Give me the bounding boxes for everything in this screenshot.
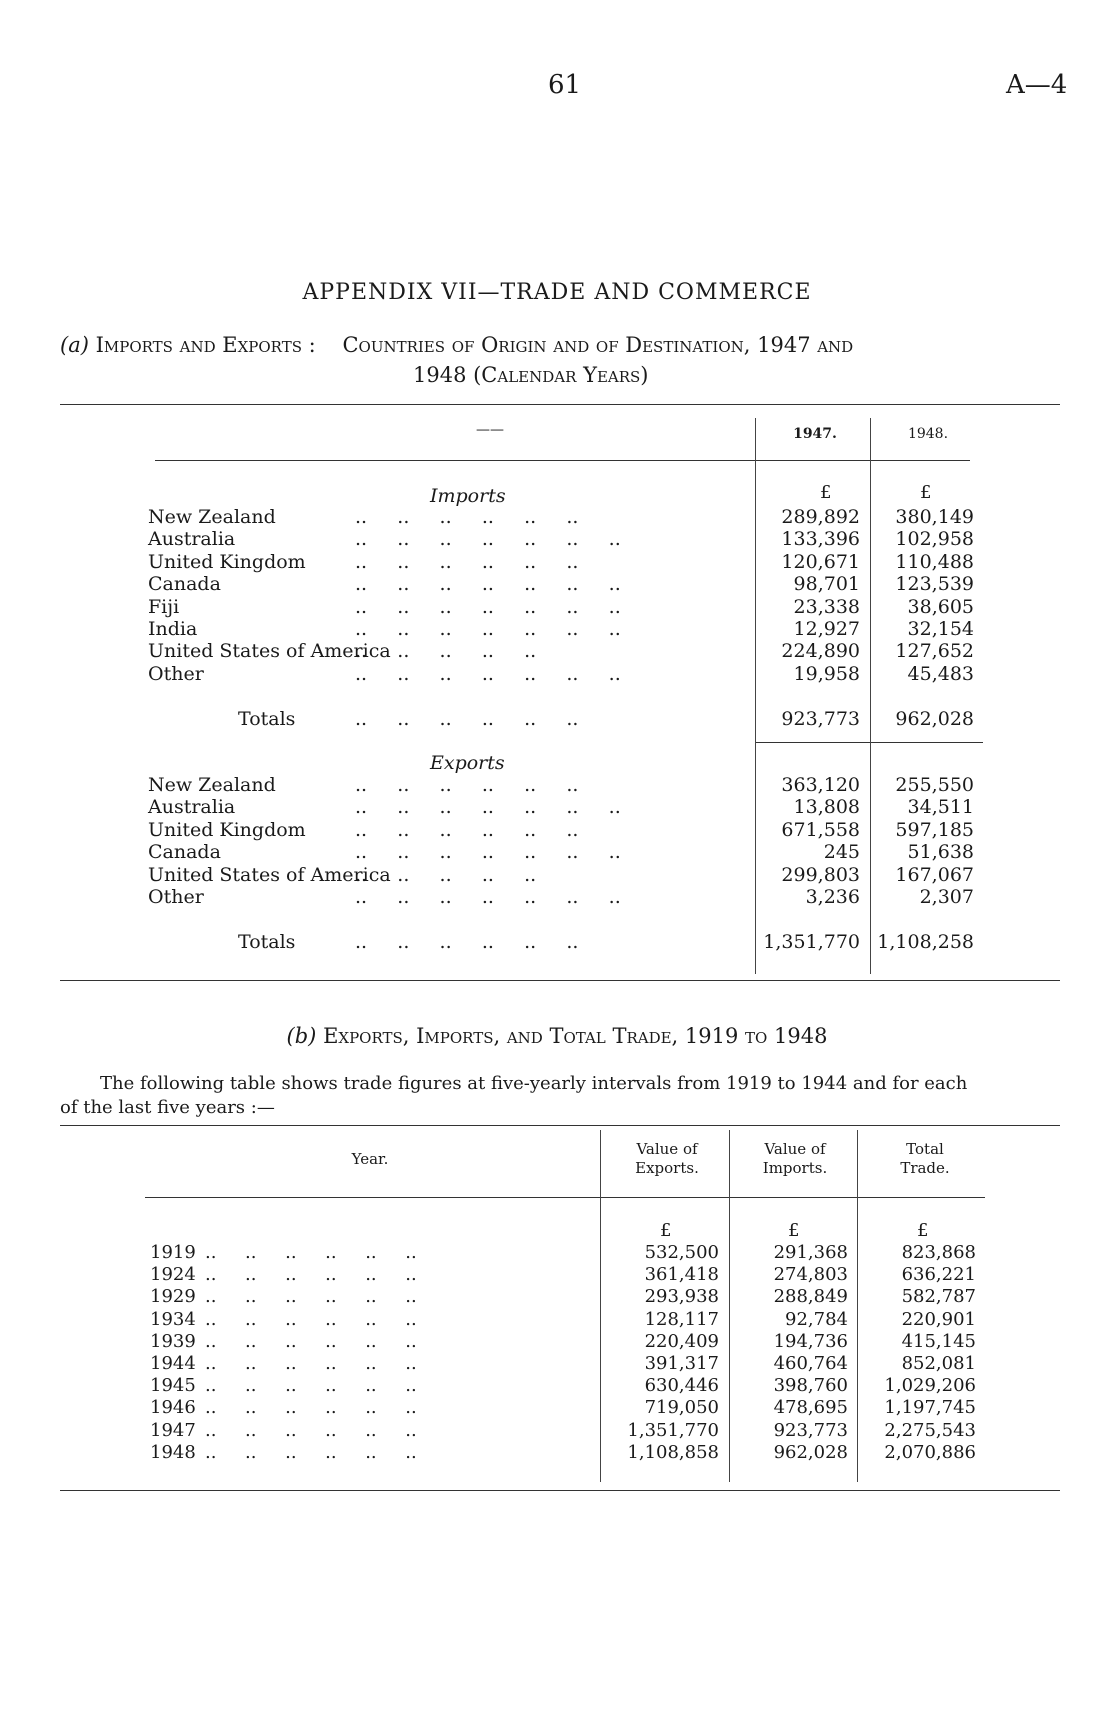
- trade-dots: .. .. .. .. .. ..: [205, 1286, 417, 1308]
- trade-row: [0, 1309, 1114, 1331]
- imports-dots: .. .. .. .. .. .. ..: [355, 573, 621, 596]
- trade-row: [0, 1420, 1114, 1442]
- section-b-label: (b): [286, 1024, 317, 1048]
- imports-country: New Zealand: [148, 506, 276, 528]
- imports-dots: .. .. .. .. .. .. ..: [355, 595, 621, 618]
- imports-v1947: 120,671: [781, 550, 860, 573]
- exports-country: Other: [148, 886, 204, 908]
- exports-totals-1948: 1,108,258: [877, 931, 974, 953]
- imports-dots: .. .. .. .. .. .. ..: [355, 618, 621, 640]
- trade-dots: .. .. .. .. .. ..: [205, 1419, 417, 1441]
- trade-year: 1929: [150, 1286, 196, 1308]
- imports-dots: .. .. .. .. .. .. ..: [355, 528, 621, 551]
- section-b-intro-line2: of the last five years :—: [60, 1097, 275, 1118]
- table-b-header-imports-l1: Value of: [764, 1140, 826, 1158]
- trade-imports: 288,849: [773, 1286, 848, 1308]
- table-b-header-year: Year.: [351, 1150, 389, 1168]
- exports-v1948: 597,185: [895, 818, 974, 841]
- trade-total: 415,145: [901, 1330, 976, 1352]
- exports-dots: .. .. .. .. ..: [355, 863, 537, 886]
- exports-row: [0, 774, 1114, 796]
- imports-dots: .. .. .. .. ..: [355, 640, 537, 663]
- trade-exports: 532,500: [644, 1242, 719, 1263]
- trade-row: [0, 1353, 1114, 1375]
- trade-exports: 1,351,770: [627, 1419, 719, 1441]
- trade-year: 1946: [150, 1397, 196, 1419]
- imports-v1948: 110,488: [895, 550, 974, 573]
- exports-country: United Kingdom: [148, 818, 306, 841]
- imports-country: India: [148, 618, 198, 640]
- trade-exports: 128,117: [644, 1308, 719, 1330]
- trade-row: [0, 1242, 1114, 1264]
- exports-dots: .. .. .. .. .. .. ..: [355, 886, 621, 908]
- exports-v1948: 2,307: [919, 886, 974, 908]
- page-reference: A—4: [1006, 70, 1068, 100]
- table-b-header-total: [870, 1140, 980, 1178]
- trade-row: [0, 1264, 1114, 1286]
- imports-dots: .. .. .. .. .. ..: [355, 506, 579, 528]
- imports-v1947: 224,890: [781, 640, 860, 663]
- trade-total: 1,197,745: [884, 1397, 976, 1419]
- trade-year: 1948: [150, 1441, 196, 1463]
- imports-totals-1948: 962,028: [895, 708, 974, 730]
- imports-row: [0, 573, 1114, 595]
- imports-v1948: 127,652: [895, 640, 974, 663]
- imports-v1948: 102,958: [895, 528, 974, 551]
- trade-exports: 361,418: [644, 1264, 719, 1286]
- trade-dots: .. .. .. .. .. ..: [205, 1353, 417, 1374]
- imports-country: United Kingdom: [148, 550, 306, 573]
- table-b-header-total-l2: Trade.: [900, 1159, 950, 1177]
- trade-imports: 92,784: [785, 1308, 848, 1330]
- imports-section-label: Imports: [430, 485, 506, 507]
- trade-imports: 478,695: [773, 1397, 848, 1419]
- exports-country: Australia: [148, 796, 236, 819]
- imports-totals-row: [0, 708, 1114, 730]
- table-b-header-exports-l2: Exports.: [635, 1159, 699, 1177]
- page-number: 61: [548, 70, 582, 100]
- trade-imports: 923,773: [773, 1419, 848, 1441]
- trade-exports: 630,446: [644, 1375, 719, 1397]
- exports-totals-1947: 1,351,770: [763, 931, 860, 953]
- imports-v1947: 23,338: [793, 595, 860, 618]
- trade-total: 2,070,886: [884, 1441, 976, 1463]
- imports-row: [0, 618, 1114, 640]
- exports-country: Canada: [148, 841, 221, 864]
- section-a-heading-part2: Countries of Origin and of Destination, 1947 and: [342, 333, 854, 357]
- trade-row: [0, 1331, 1114, 1353]
- trade-total: 2,275,543: [884, 1419, 976, 1441]
- exports-totals-dots: .. .. .. .. .. ..: [355, 931, 579, 953]
- table-b-header-imports-l2: Imports.: [762, 1159, 828, 1177]
- imports-country: United States of America: [148, 640, 391, 663]
- trade-row: [0, 1375, 1114, 1397]
- imports-v1948: 45,483: [907, 662, 974, 685]
- imports-v1947: 19,958: [793, 662, 860, 685]
- imports-totals-rule: [755, 742, 983, 743]
- imports-v1947: 133,396: [781, 528, 860, 551]
- trade-year: 1919: [150, 1242, 196, 1263]
- exports-totals-label: Totals: [238, 931, 296, 953]
- imports-country: Australia: [148, 528, 236, 551]
- imports-v1947: 12,927: [793, 618, 860, 640]
- trade-year: 1939: [150, 1330, 196, 1352]
- trade-imports: 194,736: [773, 1330, 848, 1352]
- exports-v1948: 255,550: [895, 774, 974, 796]
- imports-v1947: 289,892: [781, 506, 860, 528]
- exports-row: [0, 796, 1114, 818]
- exports-dots: .. .. .. .. .. .. ..: [355, 841, 621, 864]
- trade-exports: 293,938: [644, 1286, 719, 1308]
- imports-v1948: 123,539: [895, 573, 974, 596]
- imports-country: Other: [148, 662, 204, 685]
- trade-row: [0, 1397, 1114, 1419]
- table-b-header-imports: [740, 1140, 850, 1178]
- trade-imports: 291,368: [773, 1242, 848, 1263]
- trade-imports: 460,764: [773, 1353, 848, 1374]
- table-b-currency-total: £: [917, 1220, 929, 1241]
- imports-row: [0, 528, 1114, 550]
- trade-dots: .. .. .. .. .. ..: [205, 1330, 417, 1352]
- trade-year: 1947: [150, 1419, 196, 1441]
- table-b-header-exports-l1: Value of: [636, 1140, 698, 1158]
- table-b-header-rule: [145, 1197, 985, 1198]
- trade-row: [0, 1442, 1114, 1464]
- exports-v1947: 245: [823, 841, 860, 864]
- imports-row: [0, 663, 1114, 685]
- section-b-intro-line1: The following table shows trade figures at five-yearly intervals from 1919 to 1944 and for each: [100, 1073, 968, 1094]
- table-b-bottom-rule: [60, 1490, 1060, 1491]
- exports-totals-row: [0, 931, 1114, 953]
- table-a-bottom-rule: [60, 980, 1060, 981]
- table-a-header-1947: 1947.: [793, 426, 837, 442]
- exports-row: [0, 841, 1114, 863]
- exports-v1947: 3,236: [805, 886, 860, 908]
- exports-v1947: 671,558: [781, 818, 860, 841]
- imports-country: Fiji: [148, 595, 180, 618]
- exports-row: [0, 886, 1114, 908]
- trade-dots: .. .. .. .. .. ..: [205, 1397, 417, 1419]
- currency-1948: £: [920, 482, 932, 503]
- exports-v1948: 167,067: [895, 863, 974, 886]
- imports-dots: .. .. .. .. .. .. ..: [355, 662, 621, 685]
- exports-v1948: 51,638: [907, 841, 974, 864]
- trade-exports: 719,050: [644, 1397, 719, 1419]
- trade-imports: 962,028: [773, 1441, 848, 1463]
- table-b-header-total-l1: Total: [906, 1140, 944, 1158]
- trade-imports: 274,803: [773, 1264, 848, 1286]
- exports-dots: .. .. .. .. .. ..: [355, 774, 579, 796]
- section-b-heading-text: Exports, Imports, and Total Trade, 1919 to 1948: [323, 1024, 828, 1048]
- exports-dots: .. .. .. .. .. ..: [355, 818, 579, 841]
- trade-total: 823,868: [901, 1242, 976, 1263]
- exports-v1947: 363,120: [781, 774, 860, 796]
- currency-1947: £: [820, 482, 832, 503]
- imports-v1947: 98,701: [793, 573, 860, 596]
- trade-dots: .. .. .. .. .. ..: [205, 1441, 417, 1463]
- trade-exports: 391,317: [644, 1353, 719, 1374]
- exports-v1947: 299,803: [781, 863, 860, 886]
- table-b-currency-imports: £: [788, 1220, 800, 1241]
- trade-total: 636,221: [901, 1264, 976, 1286]
- trade-imports: 398,760: [773, 1375, 848, 1397]
- trade-year: 1944: [150, 1353, 196, 1374]
- trade-dots: .. .. .. .. .. ..: [205, 1308, 417, 1330]
- exports-v1948: 34,511: [907, 796, 974, 819]
- appendix-title: APPENDIX VII—TRADE AND COMMERCE: [302, 280, 812, 305]
- imports-v1948: 32,154: [907, 618, 974, 640]
- imports-totals-1947: 923,773: [781, 708, 860, 730]
- trade-total: 1,029,206: [884, 1375, 976, 1397]
- trade-year: 1934: [150, 1308, 196, 1330]
- table-b-currency-exports: £: [660, 1220, 672, 1241]
- imports-v1948: 38,605: [907, 595, 974, 618]
- trade-total: 852,081: [901, 1353, 976, 1374]
- trade-dots: .. .. .. .. .. ..: [205, 1242, 417, 1263]
- section-a-heading-part1: Imports and Exports :: [95, 333, 316, 357]
- imports-row: [0, 596, 1114, 618]
- table-a-header-1948: 1948.: [907, 426, 949, 442]
- table-b-header-exports: [612, 1140, 722, 1178]
- imports-country: Canada: [148, 573, 221, 596]
- exports-dots: .. .. .. .. .. .. ..: [355, 796, 621, 819]
- exports-v1947: 13,808: [793, 796, 860, 819]
- trade-exports: 1,108,858: [627, 1441, 719, 1463]
- trade-total: 220,901: [901, 1308, 976, 1330]
- exports-country: New Zealand: [148, 774, 276, 796]
- exports-row: [0, 819, 1114, 841]
- imports-totals-dots: .. .. .. .. .. ..: [355, 708, 579, 730]
- imports-dots: .. .. .. .. .. ..: [355, 550, 579, 573]
- trade-year: 1945: [150, 1375, 196, 1397]
- trade-year: 1924: [150, 1264, 196, 1286]
- exports-section-label: Exports: [430, 752, 505, 774]
- trade-exports: 220,409: [644, 1330, 719, 1352]
- trade-row: [0, 1286, 1114, 1308]
- exports-country: United States of America: [148, 863, 391, 886]
- table-a-header-rule: [155, 460, 970, 461]
- section-a-heading: [60, 330, 1060, 390]
- imports-row: [0, 506, 1114, 528]
- trade-dots: .. .. .. .. .. ..: [205, 1264, 417, 1286]
- table-b-top-rule: [60, 1125, 1060, 1126]
- section-a-label: (a): [60, 333, 89, 357]
- imports-totals-label: Totals: [238, 708, 296, 730]
- trade-total: 582,787: [901, 1286, 976, 1308]
- table-a-header-blank: ——: [476, 422, 504, 438]
- imports-row: [0, 551, 1114, 573]
- exports-row: [0, 864, 1114, 886]
- trade-dots: .. .. .. .. .. ..: [205, 1375, 417, 1397]
- section-a-heading-part3: 1948 (Calendar Years): [413, 363, 649, 387]
- section-b-heading: [0, 1024, 1114, 1048]
- imports-row: [0, 640, 1114, 662]
- section-b-intro: [60, 1072, 1070, 1120]
- imports-v1948: 380,149: [895, 506, 974, 528]
- table-a-top-rule: [60, 404, 1060, 405]
